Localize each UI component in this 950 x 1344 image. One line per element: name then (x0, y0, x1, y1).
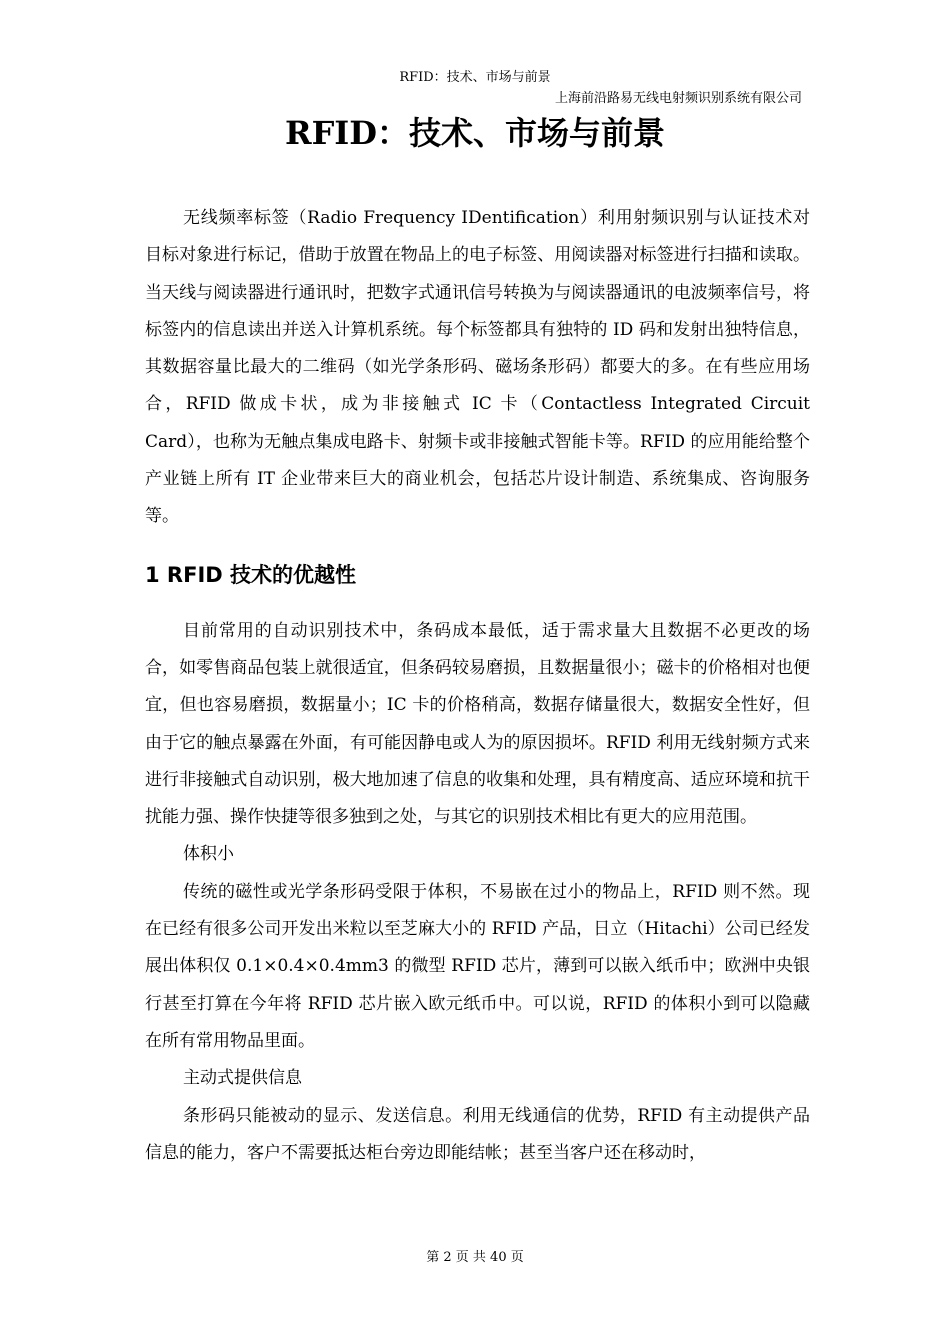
active-info-paragraph: 条形码只能被动的显示、发送信息。利用无线通信的优势，RFID 有主动提供产品信息的能力，客户不需要抵达柜台旁边即能结帐；甚至当客户还在移动时， (145, 1105, 810, 1163)
document-body (145, 200, 810, 1172)
section-paragraph: 目前常用的自动识别技术中，条码成本最低，适于需求量大且数据不必更改的场合，如零售商品包装上就很适宜，但条码较易磨损，且数据量很小；磁卡的价格相对也便宜，但也容易磨损，数据量小；IC 卡的价格稍高，数据存储量很大，数据安全性好，但由于它的触点暴露在外面，有可能因静电或人为的原因损坏。RFID 利用无线射频方式来进行非接触式自动识别，极大地加速了信息的收集和处理，具有精度高、适应环境和抗干扰能力强、操作快捷等很多独到之处，与其它的识别技术相比有更大的应用范围。 (145, 620, 810, 828)
running-header-company: 上海前沿路易无线电射频识别系统有限公司 (554, 91, 802, 106)
size-paragraph: 传统的磁性或光学条形码受限于体积，不易嵌在过小的物品上，RFID 则不然。现在已经有很多公司开发出米粒以至芝麻大小的 RFID 产品，日立（Hitachi）公司已经发展出体积仅 0.1×0.4×0.4mm3 的微型 RFID 芯片，薄到可以嵌入纸币中；欧洲中央银行甚至打算在今年将 RFID 芯片嵌入欧元纸币中。可以说，RFID 的体积小到可以隐藏在所有常用物品里面。 (145, 881, 810, 1051)
document-title: RFID：技术、市场与前景 (284, 114, 666, 152)
running-header-title: RFID：技术、市场与前景 (399, 70, 551, 85)
section-heading: 1 RFID 技术的优越性 (145, 562, 356, 587)
subheading-active-info: 主动式提供信息 (183, 1068, 302, 1089)
page-footer: 第 2 页 共 40 页 (426, 1250, 524, 1265)
subheading-size: 体积小 (183, 844, 234, 865)
intro-paragraph: 无线频率标签（Radio Frequency IDentification）利用射频识别与认证技术对目标对象进行标记，借助于放置在物品上的电子标签、用阅读器对标签进行扫描和读取。当天线与阅读器进行通讯时，把数字式通讯信号转换为与阅读器通讯的电波频率信号，将标签内的信息读出并送入计算机系统。每个标签都具有独特的 ID 码和发射出独特信息，其数据容量比最大的二维码（如光学条形码、磁场条形码）都要大的多。在有些应用场合，RFID 做成卡状，成为非接触式 IC 卡（Contactless Integrated Circuit Card），也称为无触点集成电路卡、射频卡或非接触式智能卡等。RFID 的应用能给整个产业链上所有 IT 企业带来巨大的商业机会，包括芯片设计制造、系统集成、咨询服务等。 (145, 208, 810, 527)
